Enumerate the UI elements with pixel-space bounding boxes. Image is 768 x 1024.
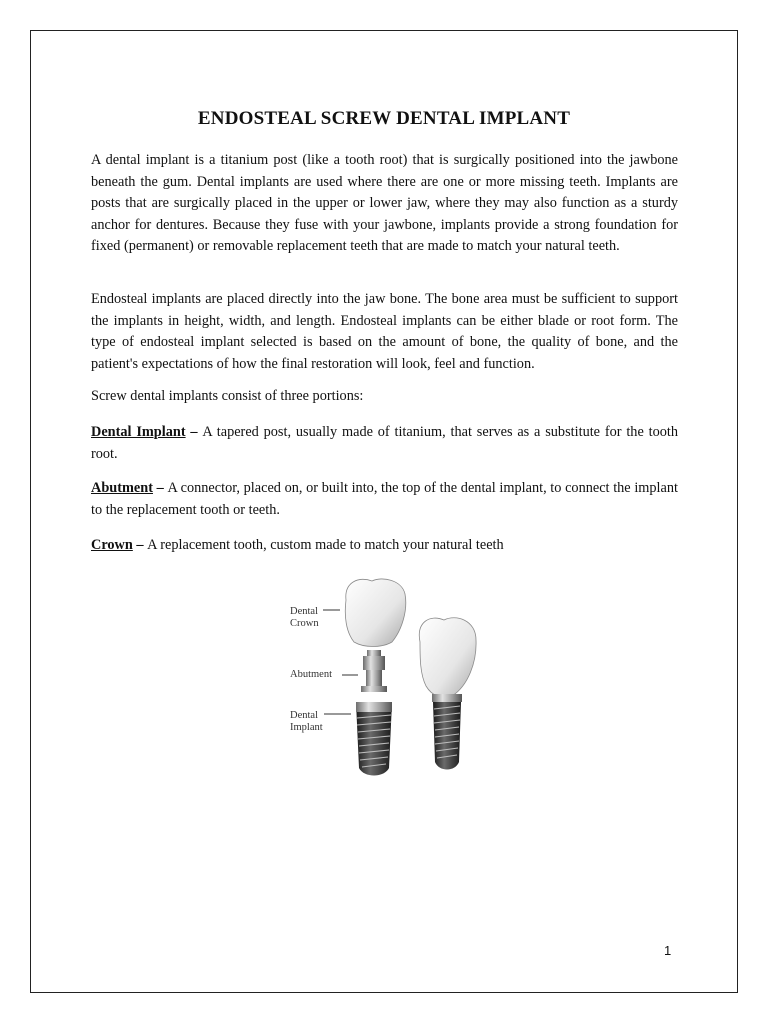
label-line: Crown [290, 618, 319, 629]
definition-abutment [91, 478, 678, 521]
paragraph-portions: Screw dental implants consist of three portions: [91, 388, 364, 404]
label-abutment: Abutment [290, 669, 332, 680]
document-title: ENDOSTEAL SCREW DENTAL IMPLANT [197, 108, 571, 129]
definition-text: A connector, placed on, or built into, the top of the dental implant, to connect the implant to the replacement tooth or teeth. [91, 480, 678, 518]
label-line: Dental [290, 606, 318, 617]
definition-separator: – [132, 537, 148, 553]
definition-text: A tapered post, usually made of titanium, that serves as a substitute for the tooth root. [91, 424, 679, 462]
implant-illustration [284, 572, 484, 787]
definition-separator: – [185, 424, 203, 440]
paragraph-intro: A dental implant is a titanium post (like a tooth root) that is surgically positioned into the jawbone beneath the gum. Dental implants are used where there are one or more missing teeth. Implants are posts that are surgically placed in the upper or lower jaw, where they may also function as a sturdy anchor for dentures. Because they fuse with your jawbone, implants provide a strong foundation for fixed (permanent) or removable replacement teeth that are made to match your natural teeth. [91, 152, 678, 254]
abutment-shape [361, 650, 387, 692]
paragraph-endosteal: Endosteal implants are placed directly into the jaw bone. The bone area must be sufficient to support the implants in height, width, and length. Endosteal implants can be either blade or root form. The type of endosteal implant selected is based on the amount of bone, the quality of bone, and the patient's expectations of how the final restoration will look, feel and function. [91, 291, 678, 372]
dental-implant-screw-shape [356, 702, 392, 776]
page-number: 1 [664, 943, 672, 958]
definition-term: Abutment [91, 480, 153, 496]
definition-crown [91, 535, 678, 557]
assembled-collar-shape [432, 694, 462, 702]
definition-dental-implant [91, 422, 678, 465]
assembled-crown-shape [419, 618, 476, 698]
definition-term: Dental Implant [91, 424, 186, 440]
definition-separator: – [152, 480, 168, 496]
label-line: Dental [290, 710, 318, 721]
definition-term: Crown [91, 537, 133, 553]
implant-diagram [284, 572, 484, 787]
label-line: Implant [290, 722, 323, 733]
definition-text: A replacement tooth, custom made to match your natural teeth [147, 537, 504, 553]
assembled-implant-screw-shape [433, 702, 461, 770]
dental-crown-shape [345, 579, 405, 647]
